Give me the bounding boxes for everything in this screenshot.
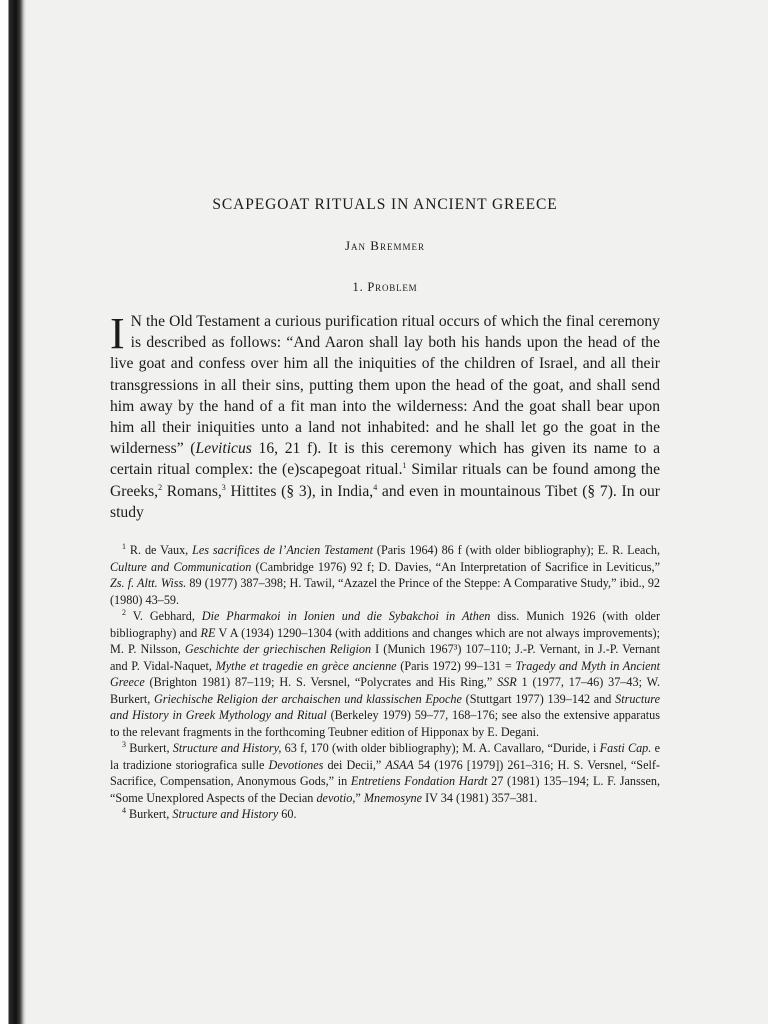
footnote-ref[interactable]: 2 bbox=[158, 482, 163, 492]
footnote-ref[interactable]: 4 bbox=[373, 482, 378, 492]
section-heading: 1. Problem bbox=[352, 280, 418, 294]
drop-cap: I bbox=[110, 309, 125, 358]
footnote-2: $^2$ V. Gebhard, Die Pharmakoi in Ionien und die Sybakchoi in Athen diss. Munich 1926 (with older bibliography) and RE V A (1934) 1290–1304 (with additions and changes which are not always improvements); M. P. Nilsson, Geschichte der griechischen Religion I (Munich 1967³) 107–110; J.-P. Vernant, in J.-P. Vernant and P. Vidal-Naquet, Mythe et tragedie en grèce ancienne (Paris 1972) 99–131 = Tragedy and Myth in Ancient Greece (Brighton 1981) 87–119; H. S. Versnel, “Polycrates and His Ring,” SSR 1 (1977, 17–46) 37–43; W. Burkert, Griechische Religion der archaischen und klassischen Epoche (Stuttgart 1977) 139–142 and Structure and History in Greek Mythology and Ritual (Berkeley 1979) 59–77, 168–176; see also the extensive apparatus to the relevant fragments in the forthcoming Teubner edition of Hipponax by E. Degani. bbox=[110, 607, 661, 739]
footnotes bbox=[110, 542, 660, 823]
article-title: SCAPEGOAT RITUALS IN ANCIENT GREECE bbox=[212, 196, 558, 213]
footnote-ref[interactable]: 3 bbox=[221, 482, 226, 492]
footnote-ref[interactable]: 1 bbox=[402, 461, 407, 471]
book-binding-shadow bbox=[0, 0, 26, 1024]
page-content bbox=[110, 196, 660, 823]
body-paragraph: I N the Old Testament a curious purification ritual occurs of which the final ceremony is described as follows: “And Aaron shall lay both his hands upon the head of the live goat and confess over him all the iniquities of the children of Israel, and all their transgressions in all their sins, putting them upon the head of the goat, and shall send him away by the hand of a fit man into the wilderness: And the goat shall bear upon him all their iniquities unto a land not inhabited: and he shall let go the goat in the wilderness” (Leviticus 16, 21 f). It is this ceremony which has given its name to a certain ritual complex: the (e)scapegoat ritual.$^1$ Similar rituals can be found among the Greeks,$^2$ Romans,$^3$ Hittites (§ 3), in India,$^4$ and even in mountainous Tibet (§ 7). In our study bbox=[110, 309, 660, 521]
footnote-4: $^4$ Burkert, Structure and History 60. bbox=[122, 805, 297, 822]
footnote-3: $^3$ Burkert, Structure and History, 63 f, 170 (with older bibliography); M. A. Cavallaro, “Duride, i Fasti Cap. e la tradizione storiografica sulle Devotiones dei Decii,” ASAA 54 (1976 [1979]) 261–316; H. S. Versnel, “Self-Sacrifice, Compensation, Anonymous Gods,” in Entretiens Fondation Hardt 27 (1981) 135–194; L. F. Janssen, “Some Unexplored Aspects of the Decian devotio,” Mnemosyne IV 34 (1981) 357–381. bbox=[110, 739, 660, 805]
author-name: Jan Bremmer bbox=[345, 238, 425, 253]
footnote-1: $^1$ R. de Vaux, Les sacrifices de l’Ancien Testament (Paris 1964) 86 f (with older bibliography); E. R. Leach, Culture and Communication (Cambridge 1976) 92 f; D. Davies, “An Interpretation of Sacrifice in Leviticus,” Zs. f. Altt. Wiss. 89 (1977) 387–398; H. Tawil, “Azazel the Prince of the Steppe: A Comparative Study,” ibid., 92 (1980) 43–59. bbox=[110, 541, 661, 607]
